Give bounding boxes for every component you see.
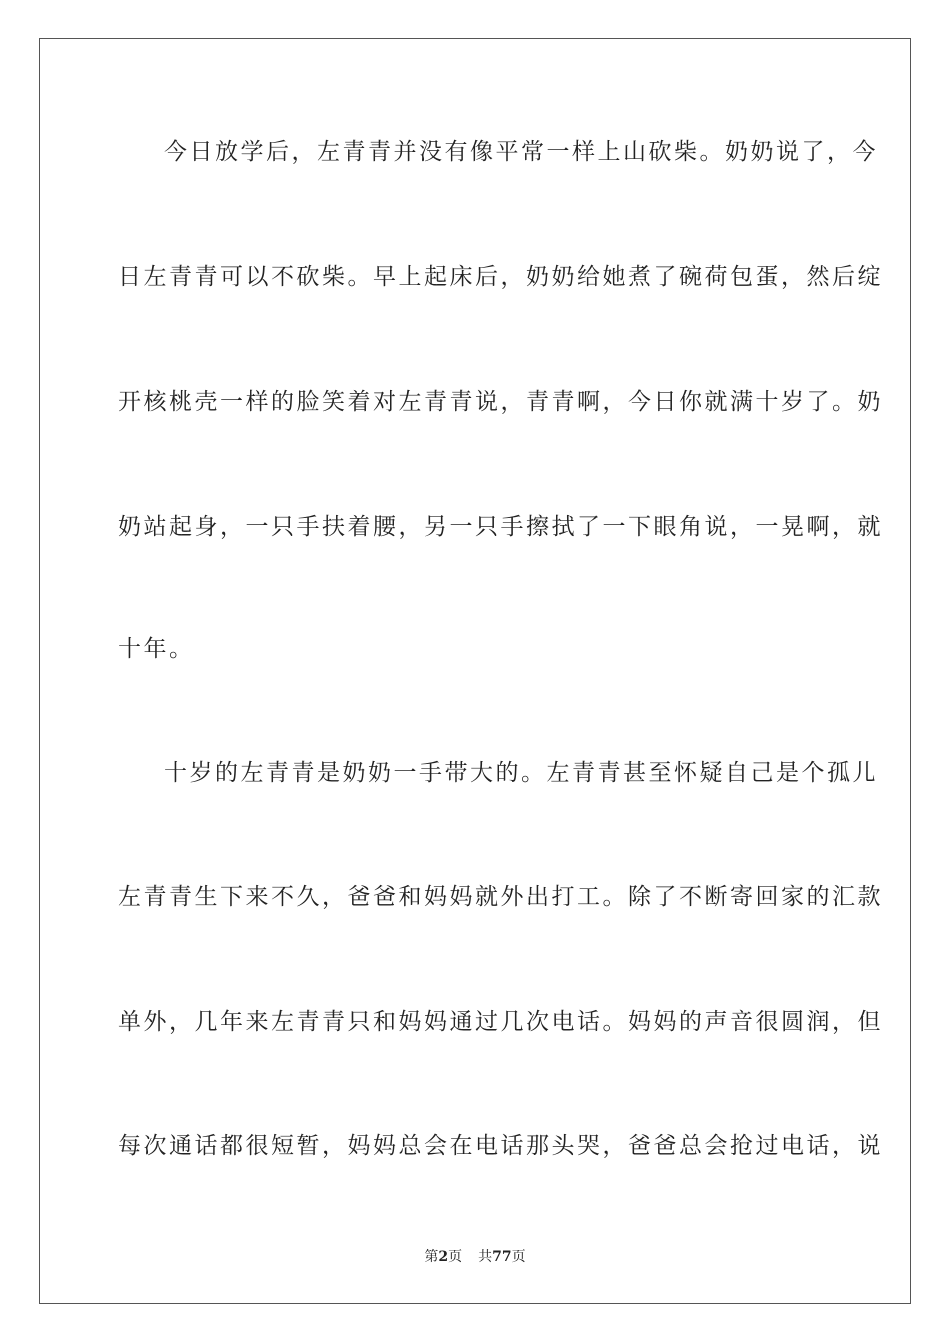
paragraph-1-line-3: 开核桃壳一样的脸笑着对左青青说，青青啊，今日你就满十岁了。奶 [118,389,883,415]
total-prefix: 共 [478,1249,493,1265]
total-pages: 77 [492,1249,512,1265]
page-prefix: 第 [424,1249,439,1265]
paragraph-2-line-4: 每次通话都很短暂，妈妈总会在电话那头哭，爸爸总会抢过电话，说 [118,1133,883,1159]
paragraph-1-line-2: 日左青青可以不砍柴。早上起床后，奶奶给她煮了碗荷包蛋，然后绽 [118,264,883,290]
paragraph-1-line-1: 今日放学后，左青青并没有像平常一样上山砍柴。奶奶说了，今 [164,139,878,165]
page-footer [0,1247,950,1267]
paragraph-2-line-1: 十岁的左青青是奶奶一手带大的。左青青甚至怀疑自己是个孤儿 [164,760,878,786]
paragraph-2-line-2: 左青青生下来不久，爸爸和妈妈就外出打工。除了不断寄回家的汇款 [118,884,883,910]
page-number: 2 [438,1249,449,1265]
page-frame [39,38,911,1304]
paragraph-1-line-5: 十年。 [118,636,195,662]
page-suffix: 页 [448,1249,463,1265]
paragraph-1-line-4: 奶站起身，一只手扶着腰，另一只手擦拭了一下眼角说，一晃啊，就 [118,514,883,540]
paragraph-2-line-3: 单外，几年来左青青只和妈妈通过几次电话。妈妈的声音很圆润，但 [118,1009,883,1035]
total-suffix: 页 [511,1249,526,1265]
